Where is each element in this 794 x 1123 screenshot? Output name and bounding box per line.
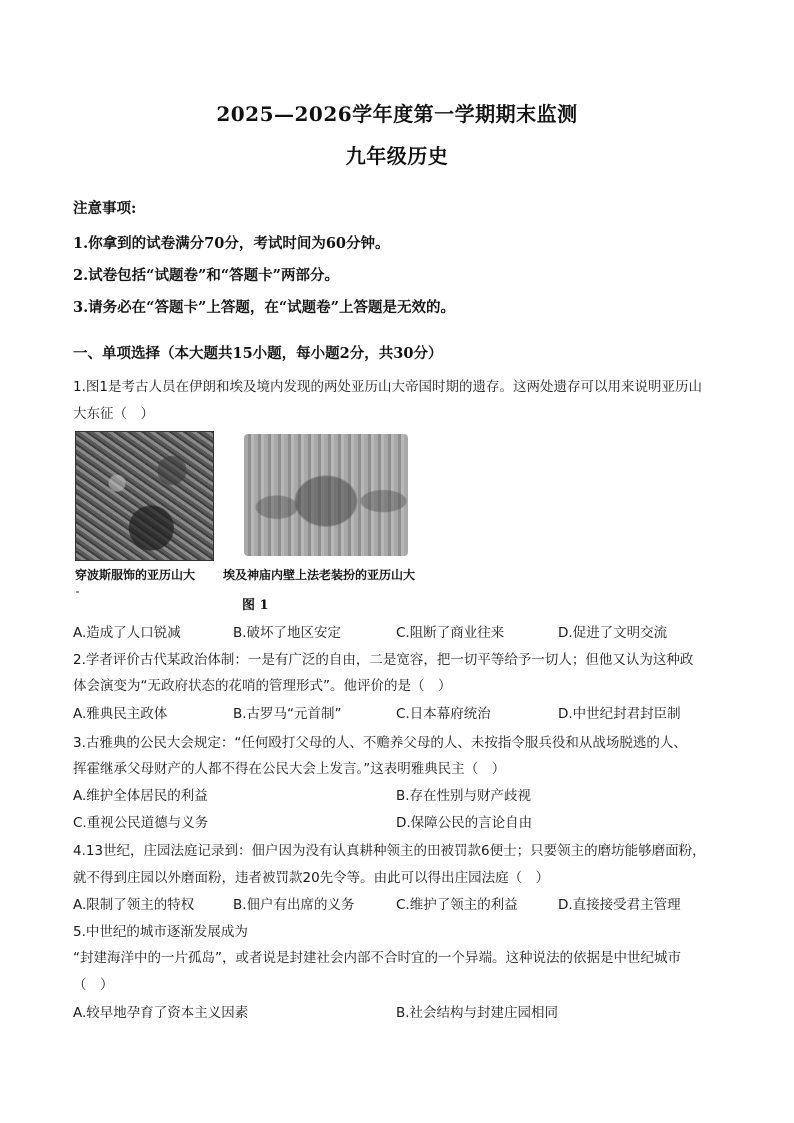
notice-item-1: 1.你拿到的试卷满分70分，考试时间为60分钟。 <box>73 235 390 252</box>
q4-option-c: C.维护了领主的利益 <box>396 897 518 913</box>
alexander-egypt-relief-image <box>244 434 408 556</box>
q2-option-a: A.雅典民主政体 <box>73 706 168 722</box>
notice-item-2: 2.试卷包括“试题卷”和“答题卡”两部分。 <box>73 267 339 284</box>
q3-stem-line1: 3.古雅典的公民大会规定：“任何殴打父母的人、不赡养父母的人、未按指令服兵役和从战场脱逃的人、 <box>73 735 687 751</box>
q5-option-b: B.社会结构与封建庄园相同 <box>396 1005 559 1021</box>
notice-item-3: 3.请务必在“答题卡”上答题，在“试题卷”上答题是无效的。 <box>73 299 455 316</box>
q4-option-a: A.限制了领主的特权 <box>73 897 195 913</box>
q4-option-d: D.直接接受君主管理 <box>558 897 681 913</box>
q4-option-b: B.佃户有出席的义务 <box>233 897 355 913</box>
notice-heading: 注意事项: <box>73 200 137 217</box>
q5-stem-line3: （ ） <box>73 977 114 993</box>
q3-option-a: A.维护全体居民的利益 <box>73 788 208 804</box>
q1-option-c: C.阻断了商业往来 <box>396 625 505 641</box>
section-heading: 一、单项选择（本大题共15小题，每小题2分，共30分） <box>73 345 443 362</box>
exam-title: 2025—2026学年度第一学期期末监测 <box>216 102 578 126</box>
q5-option-a: A.较早地孕育了资本主义因素 <box>73 1005 249 1021</box>
q2-option-b: B.古罗马“元首制” <box>233 706 342 722</box>
figure-label: 图 1 <box>242 598 269 613</box>
q2-stem-line2: 体会演变为“无政府状态的花哨的管理形式”。他评价的是（ ） <box>73 678 452 694</box>
q1-option-d: D.促进了文明交流 <box>558 625 668 641</box>
q5-stem-line2: “封建海洋中的一片孤岛”，或者说是封建社会内部不合时宜的一个异端。这种说法的依据是中世纪城市 <box>73 950 681 966</box>
caption-right: 埃及神庙内壁上法老装扮的亚历山大 <box>223 568 416 582</box>
q2-stem-line1: 2.学者评价古代某政治体制：一是有广泛的自由，二是宽容，把一切平等给予一切人；但他又认为这种政 <box>73 652 694 668</box>
q1-stem-line2: 大东征（ ） <box>73 406 154 422</box>
exam-subtitle: 九年级历史 <box>345 144 449 168</box>
q5-stem-line1: 5.中世纪的城市逐渐发展成为 <box>73 924 248 940</box>
q1-option-b: B.破坏了地区安定 <box>233 625 342 641</box>
q4-stem-line2: 就不得到庄园以外磨面粉，违者被罚款20先令等。由此可以得出庄园法庭（ ） <box>73 870 550 886</box>
q4-stem-line1: 4.13世纪，庄园法庭记录到：佃户因为没有认真耕种领主的田被罚款6便士；只要领主的磨坊能够磨面粉， <box>73 843 706 859</box>
q3-option-c: C.重视公民道德与义务 <box>73 815 209 831</box>
q3-option-b: B.存在性别与财产歧视 <box>396 788 532 804</box>
q2-option-d: D.中世纪封君封臣制 <box>558 706 681 722</box>
q1-stem-line1: 1.图1是考古人员在伊朗和埃及境内发现的两处亚历山大帝国时期的遗存。这两处遗存可以用来说明亚历山 <box>73 379 702 395</box>
q3-option-d: D.保障公民的言论自由 <box>396 815 533 831</box>
scan-dot <box>76 591 79 593</box>
q3-stem-line2: 挥霍继承父母财产的人都不得在公民大会上发言。”这表明雅典民主（ ） <box>73 761 506 777</box>
caption-left: 穿波斯服饰的亚历山大 <box>75 568 196 582</box>
q2-option-c: C.日本幕府统治 <box>396 706 491 722</box>
alexander-persian-image <box>75 431 214 561</box>
q1-option-a: A.造成了人口锐减 <box>73 625 181 641</box>
